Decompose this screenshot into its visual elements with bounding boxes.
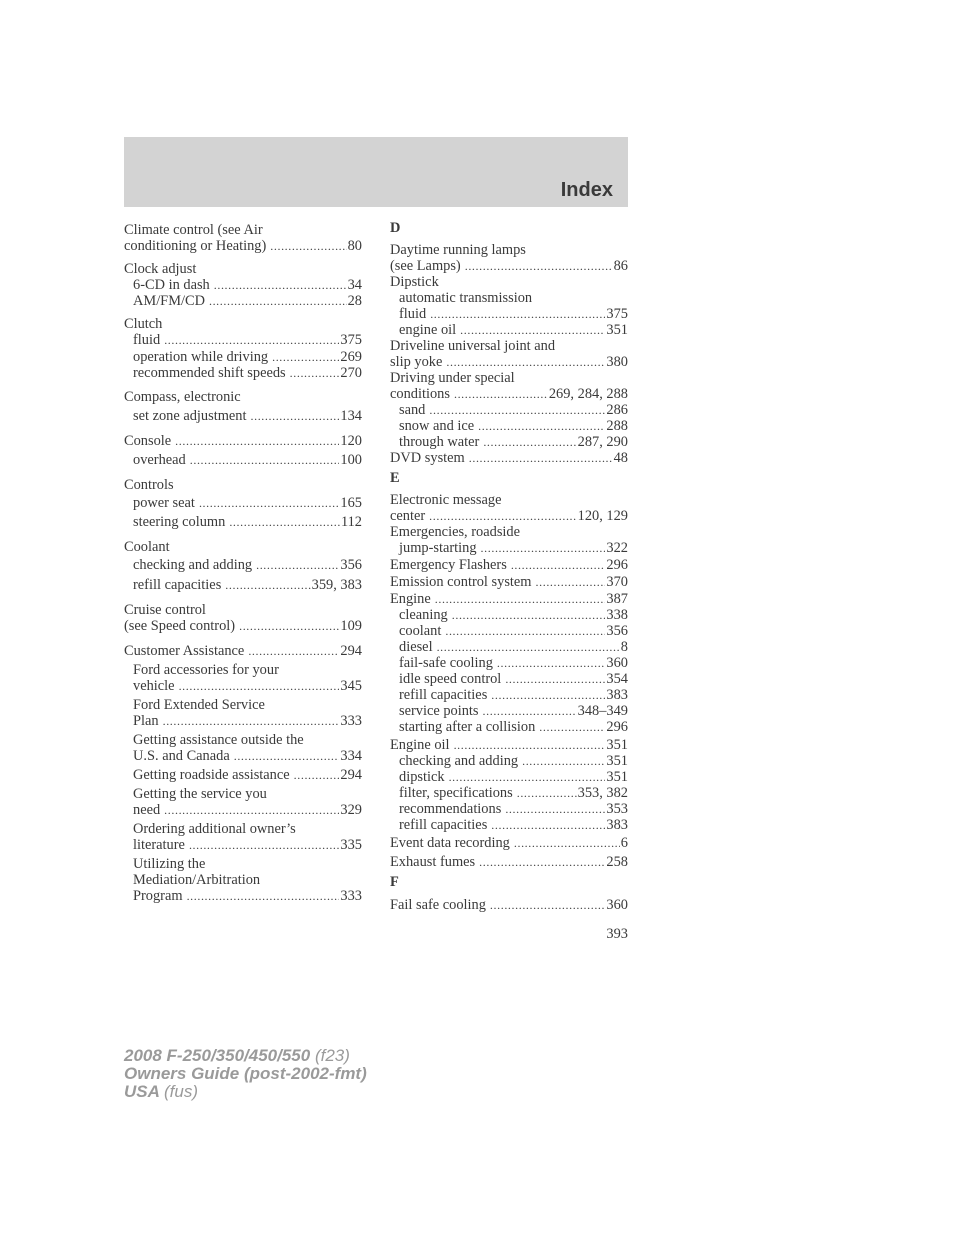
index-subentry: refill capacities ..... 383 — [390, 817, 628, 833]
index-entry: Driveline universal joint and — [390, 338, 556, 354]
index-subentry: fluid ..... 375 — [390, 306, 628, 322]
section-letter: E — [390, 470, 400, 486]
index-entry: Fail safe cooling ..... 360 — [390, 897, 628, 913]
header-band — [124, 137, 628, 207]
index-subentry: diesel ..... 8 — [390, 639, 628, 655]
index-subentry: operation while driving ..... 269 — [124, 349, 362, 365]
section-letter: F — [390, 874, 399, 890]
page-number: 393 — [606, 926, 628, 942]
index-entry: center ..... 120, 129 — [390, 508, 628, 524]
index-subentry: Program ..... 333 — [124, 888, 362, 904]
index-entry: Exhaust fumes ..... 258 — [390, 854, 628, 870]
index-subentry: recommendations ..... 353 — [390, 801, 628, 817]
footer-document-id — [124, 1047, 367, 1101]
index-subentry: checking and adding ..... 356 — [124, 557, 362, 573]
index-entry: Controls — [124, 477, 174, 493]
index-subentry: Getting assistance outside the — [133, 732, 304, 748]
index-subentry: checking and adding ..... 351 — [390, 753, 628, 769]
index-entry: Engine oil ..... 351 — [390, 737, 628, 753]
index-subentry: power seat ..... 165 — [124, 495, 362, 511]
index-subentry: need ..... 329 — [124, 802, 362, 818]
index-entry: slip yoke ..... 380 — [390, 354, 628, 370]
index-entry: conditioning or Heating) ..... 80 — [124, 238, 362, 254]
index-subentry: refill capacities ..... 359, 383 — [124, 577, 362, 593]
index-entry: (see Lamps) ..... 86 — [390, 258, 628, 274]
index-entry: Emergencies, roadside — [390, 524, 521, 540]
index-column-left — [124, 220, 362, 904]
index-subentry: fluid ..... 375 — [124, 332, 362, 348]
index-subentry: Ordering additional owner’s — [133, 821, 296, 837]
index-entry: DVD system ..... 48 — [390, 450, 628, 466]
section-letter: D — [390, 220, 401, 236]
index-entry: Clutch — [124, 316, 163, 332]
index-subentry: U.S. and Canada ..... 334 — [124, 748, 362, 764]
index-entry: Coolant — [124, 539, 170, 555]
index-entry: Dipstick — [390, 274, 439, 290]
index-entry: Driving under special — [390, 370, 515, 386]
index-subentry: automatic transmission — [399, 290, 533, 306]
index-subentry: refill capacities ..... 383 — [390, 687, 628, 703]
index-subentry: fail-safe cooling ..... 360 — [390, 655, 628, 671]
index-entry: Console ..... 120 — [124, 433, 362, 449]
index-subentry: set zone adjustment ..... 134 — [124, 408, 362, 424]
index-entry: (see Speed control) ..... 109 — [124, 618, 362, 634]
index-column-right — [390, 220, 628, 913]
index-entry: Customer Assistance ..... 294 — [124, 643, 362, 659]
index-entry: Climate control (see Air — [124, 222, 263, 238]
index-subentry: 6-CD in dash ..... 34 — [124, 277, 362, 293]
index-subentry: sand ..... 286 — [390, 402, 628, 418]
index-entry: Electronic message — [390, 492, 502, 508]
index-entry: Engine ..... 387 — [390, 591, 628, 607]
index-subentry: overhead ..... 100 — [124, 452, 362, 468]
index-subentry: Ford accessories for your — [133, 662, 279, 678]
page-title: Index — [560, 179, 613, 201]
index-subentry: snow and ice ..... 288 — [390, 418, 628, 434]
index-subentry: engine oil ..... 351 — [390, 322, 628, 338]
index-subentry: Mediation/Arbitration — [133, 872, 261, 888]
index-subentry: jump-starting ..... 322 — [390, 540, 628, 556]
index-entry: Compass, electronic — [124, 389, 241, 405]
index-subentry: Ford Extended Service — [133, 697, 265, 713]
index-subentry: Utilizing the — [133, 856, 206, 872]
index-entry: Clock adjust — [124, 261, 197, 277]
footer-line-3: USA (fus) — [124, 1082, 198, 1101]
index-subentry: Plan ..... 333 — [124, 713, 362, 729]
index-subentry: filter, specifications ..... 353, 382 — [390, 785, 628, 801]
index-subentry: cleaning ..... 338 — [390, 607, 628, 623]
footer-line-2: Owners Guide (post-2002-fmt) — [124, 1064, 367, 1083]
index-subentry: AM/FM/CD ..... 28 — [124, 293, 362, 309]
index-subentry: steering column ..... 112 — [124, 514, 362, 530]
index-subentry: recommended shift speeds ..... 270 — [124, 365, 362, 381]
index-subentry: dipstick ..... 351 — [390, 769, 628, 785]
index-subentry: coolant ..... 356 — [390, 623, 628, 639]
index-entry: Event data recording ..... 6 — [390, 835, 628, 851]
index-subentry: service points ..... 348–349 — [390, 703, 628, 719]
index-subentry: idle speed control ..... 354 — [390, 671, 628, 687]
index-subentry: starting after a collision ..... 296 — [390, 719, 628, 735]
index-entry: Cruise control — [124, 602, 206, 618]
index-subentry: through water ..... 287, 290 — [390, 434, 628, 450]
index-entry: conditions ..... 269, 284, 288 — [390, 386, 628, 402]
index-subentry: literature ..... 335 — [124, 837, 362, 853]
index-entry: Daytime running lamps — [390, 242, 526, 258]
index-entry: Emergency Flashers ..... 296 — [390, 557, 628, 573]
index-subentry: Getting roadside assistance ..... 294 — [124, 767, 362, 783]
footer-line-1: 2008 F-250/350/450/550 (f23) — [124, 1046, 350, 1065]
index-subentry: vehicle ..... 345 — [124, 678, 362, 694]
index-entry: Emission control system ..... 370 — [390, 574, 628, 590]
index-subentry: Getting the service you — [133, 786, 267, 802]
